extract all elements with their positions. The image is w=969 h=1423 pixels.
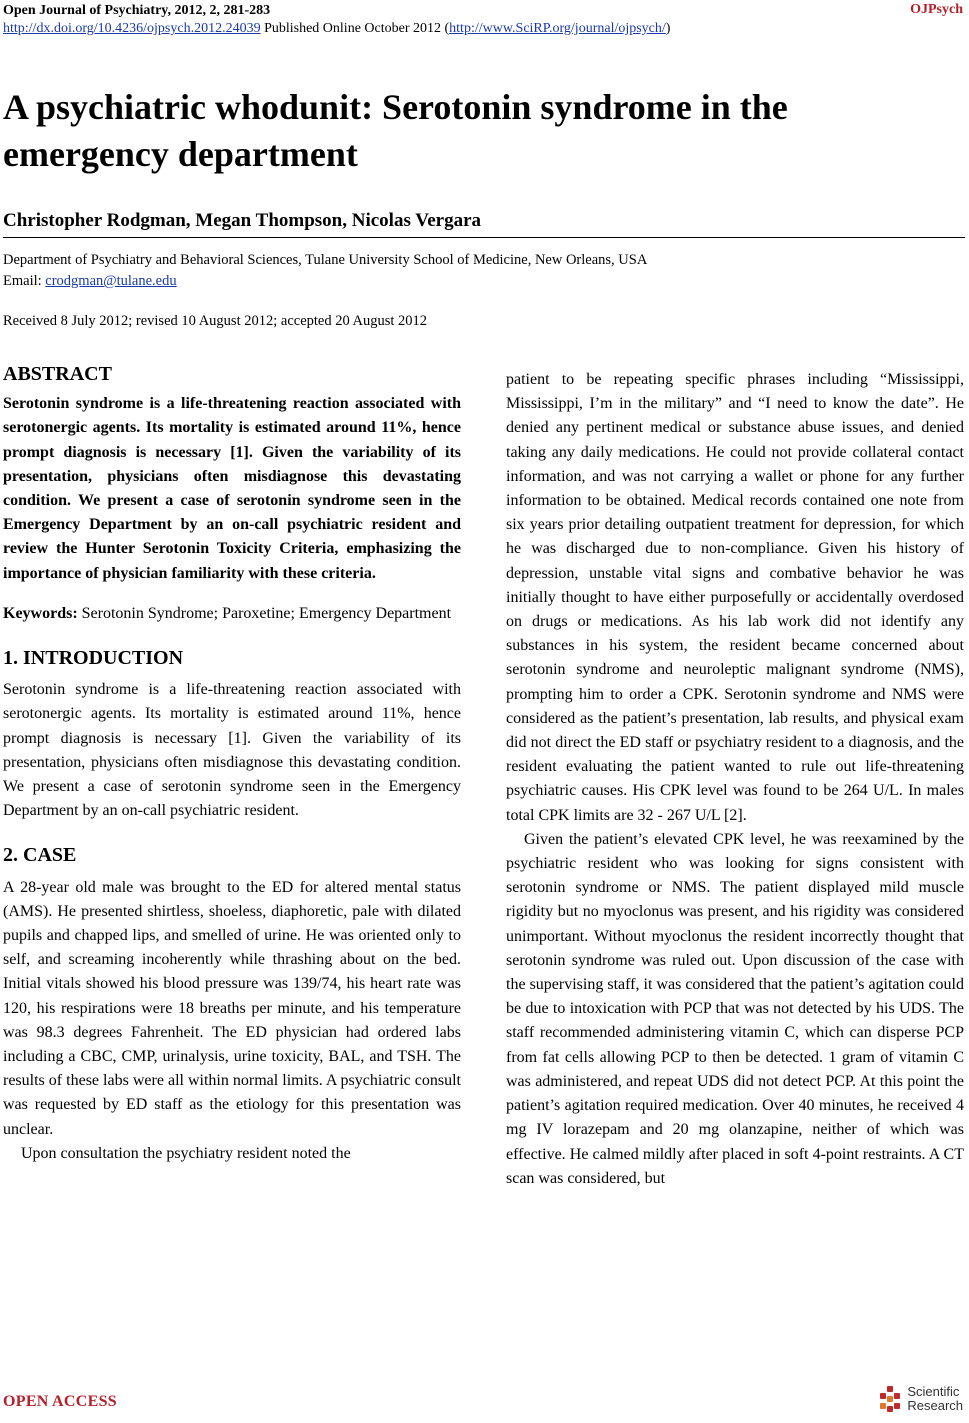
right-column <box>506 368 964 1191</box>
email-label: Email: <box>3 273 46 289</box>
doi-link[interactable]: http://dx.doi.org/10.4236/ojpsych.2012.24039 <box>3 21 261 36</box>
received-dates: Received 8 July 2012; revised 10 August 2012; accepted 20 August 2012 <box>3 313 428 329</box>
published-text: Published Online October 2012 ( <box>260 21 450 36</box>
keywords <box>3 602 461 626</box>
affiliation-block <box>3 250 647 292</box>
scirp-logo-icon <box>877 1386 903 1412</box>
case-paragraph-2-start: Upon consultation the psychiatry resident noted the <box>21 1144 351 1162</box>
journal-short-name: OJPsych <box>910 2 963 17</box>
journal-citation: Open Journal of Psychiatry, 2012, 2, 281-283 <box>3 3 271 18</box>
header-divider <box>3 237 965 238</box>
journal-site-link[interactable]: http://www.SciRP.org/journal/ojpsych/ <box>449 21 666 36</box>
logo-wordmark <box>907 1385 963 1413</box>
case-paragraph-3: Given the patient’s elevated CPK level, he was reexamined by the psychiatric resident who was looking for signs consistent with serotonin syndrome or NMS. The patient displayed mild muscle rigidity but no myoclonus was present, and his rigidity was considered unimportant. Without myoclonus the resident incorrectly thought that serotonin syndrome was ruled out. Upon discussion of the case with the supervising staff, it was considered that the patient’s agitation could be due to intoxication with PCP that was not detected by his UDS. The staff recommended administering vitamin C, which can disperse PCP from fat cells allowing PCP to then be detected. 1 gram of vitamin C was administered, and repeat UDS did not detect PCP. At this point the patient’s agitation required medication. Over 40 minutes, he received 4 mg IV lorazepam and 20 mg olanzapine, neither of which was effective. He calmed mildly after placed in soft 4-point restraints. A CT scan was considered, but <box>506 830 964 1187</box>
case-heading: 2. CASE <box>3 844 77 867</box>
close-paren: ) <box>665 21 671 36</box>
doi-line <box>3 20 670 38</box>
keywords-list: Serotonin Syndrome; Paroxetine; Emergency Department <box>77 604 452 622</box>
keywords-label: Keywords: <box>3 604 78 622</box>
author-list: Christopher Rodgman, Megan Thompson, Nicolas Vergara <box>3 210 482 231</box>
introduction-heading: 1. INTRODUCTION <box>3 647 184 670</box>
abstract-heading: ABSTRACT <box>3 363 112 385</box>
email-line <box>3 271 647 292</box>
open-access-label: OPEN ACCESS <box>3 1393 117 1410</box>
email-link[interactable]: crodgman@tulane.edu <box>45 273 177 289</box>
case-paragraph-1: A 28-year old male was brought to the ED for altered mental status (AMS). He presented shirtless, shoeless, diaphoretic, pale with dilated pupils and chapped lips, and smelled of urine. He was oriented only to self, and screaming incoherently while thrashing about on the bed. Initial vitals showed his blood pressure was 139/74, his heart rate was 120, his respirations were 18 breaths per minute, and his temperature was 98.3 degrees Fahrenheit. The ED physician had ordered labs including a CBC, CMP, urinalysis, urine toxicity, BAL, and TSH. The results of these labs were all within normal limits. A psychiatric consult was requested by ED staff as the etiology for this presentation was unclear. <box>3 878 461 1138</box>
case-paragraph-2-continued: patient to be repeating specific phrases including “Mississippi, Mississippi, I’m in the military” and “I need to know the date”. He denied any pertinent medical or substance abuse issues, and denied taking any daily medications. He could not provide collateral contact information, and was not carrying a wallet or phone for any further information to be obtained. Medical records contained one note from six years prior detailing outpatient treatment for depression, for which he was discharged due to non-compliance. Given his history of depression, unstable vital signs and combative behavior he was initially thought to have either purposefully or accidentally overdosed on drugs or medications. As his lab work did not identify any substances in his system, the resident became concerned about serotonin syndrome and neuroleptic malignant syndrome (NMS), prompting him to order a CPK. Serotonin syndrome and NMS were considered as the patient’s presentation, lab results, and physical exam did not direct the ED staff or psychiatry resident to a diagnosis, and the resident evaluating the patient wanted to rule out life-threatening psychiatric causes. His CPK level was found to be 264 U/L. In males total CPK limits are 32 - 267 U/L [2]. <box>506 371 964 824</box>
article-title: A psychiatric whodunit: Serotonin syndrome in the emergency department <box>3 87 788 174</box>
logo-line-2: Research <box>907 1398 963 1413</box>
running-header <box>3 2 670 38</box>
left-column <box>3 362 461 1166</box>
abstract-text: Serotonin syndrome is a life-threatening reaction associated with serotonergic agents. Its mortality is estimated around 11%, hence prompt diagnosis is necessary [1]. Given the variability of its presentation, physicians often misdiagnose this devastating condition. We present a case of serotonin syndrome seen in the Emergency Department by an on-call psychiatric resident and review the Hunter Serotonin Toxicity Criteria, emphasizing the importance of physician familiarity with these criteria. <box>3 395 461 582</box>
logo-line-1: Scientific <box>907 1384 960 1399</box>
affiliation: Department of Psychiatry and Behavioral Sciences, Tulane University School of Medicine, New Orleans, USA <box>3 252 648 268</box>
introduction-text: Serotonin syndrome is a life-threatening reaction associated with serotonergic agents. Its mortality is estimated around 11%, hence prompt diagnosis is necessary [1]. Given the variability of its presentation, physicians often misdiagnose this devastating condition. We present a case of serotonin syndrome seen in the Emergency Department by an on-call psychiatric resident. <box>3 681 461 820</box>
publisher-logo <box>877 1385 963 1413</box>
